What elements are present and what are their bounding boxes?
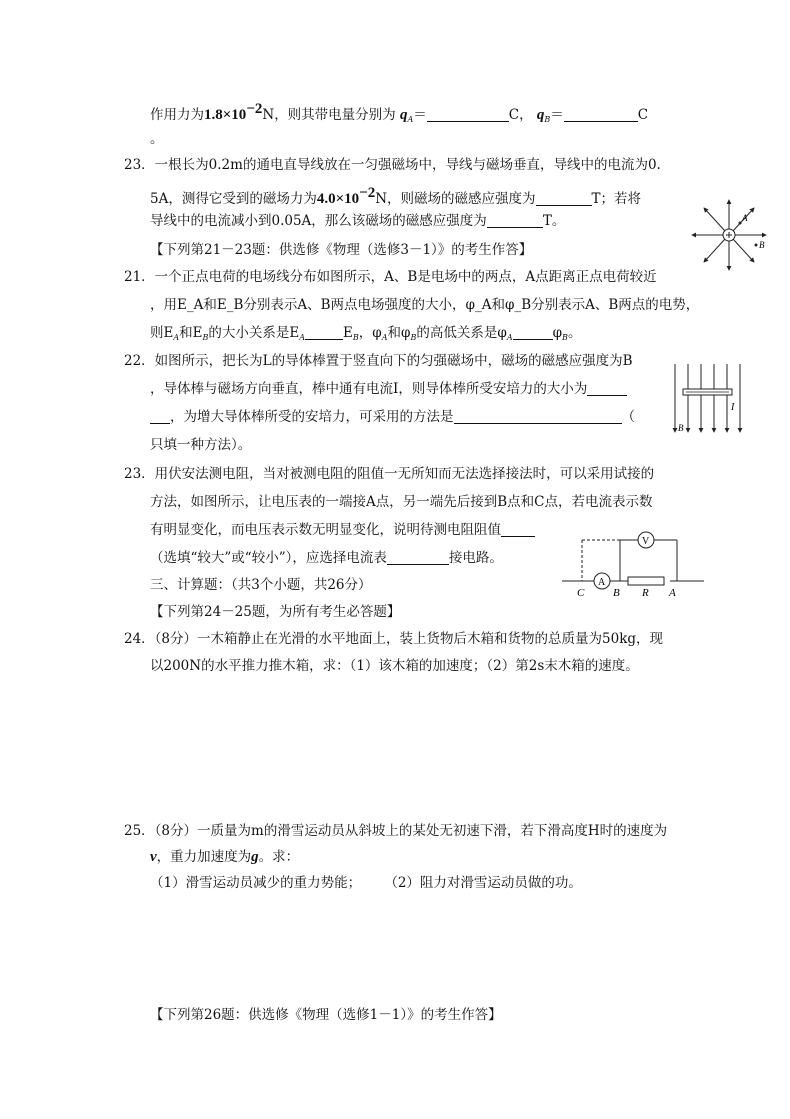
q21-line-3: 则$E_A$和$E_B$的大小关系是$E_A$ $E_B$，$\varphi_A$和$\varphi_B$的高低关系是$\varphi_A$ $\varphi_B$。 [150,325,582,342]
q22-line-3: ，为增大导体棒所受的安培力，可采用的方法是 （ [150,408,635,426]
answer-blank-q23a-1[interactable] [536,191,592,206]
answer-blank-q22-2[interactable] [454,409,622,424]
circuit-label-B: B [613,587,620,599]
circuit-label-V: V [642,536,650,547]
q21-line-1: 21．一个正点电荷的电场线分布如图所示，A、B是电场中的两点，A点距离正点电荷较近 [124,269,657,285]
q23a-line-2: 5A，测得它受到的磁场力为$4.0\times 10^{-2}N$，则磁场的磁感应强度为 T；若将 [150,185,642,207]
resistor-R [628,577,664,585]
q22-line-1: 22．如图所示，把长为L的导体棒置于竖直向下的匀强磁场中，磁场的磁感应强度为B [124,353,633,369]
magnetic-field-lines [675,364,740,432]
q24-line-2: 以200N的水平推力推木箱，求：（1）该木箱的加速度；（2）第2s末木箱的速度。 [150,658,639,674]
circuit-label-A-meter: A [598,577,606,588]
q23b-line-1: 23．用伏安法测电阻，当对被测电阻的阻值一无所知而无法选择接法时，可以采用试接的 [124,466,655,482]
answer-blank-q23a-2[interactable] [487,213,543,228]
conductor-bar-figure [663,362,745,436]
q21-line-2: ，用E_A和E_B分别表示A、B两点电场强度的大小，φ_A和φ_B分别表示A、B两点的电势， [150,297,700,313]
answer-blank-q22-1b[interactable] [150,409,170,424]
answer-blank-q21-2[interactable] [513,325,553,340]
q23a-line-1: 23．一根长为0.2m的通电直导线放在一匀强磁场中，导线与磁场垂直，导线中的电流为0. [124,157,661,173]
circuit-wires [562,540,704,581]
all-students-header: 【下列第24－25题，为所有考生必答题】 [150,604,401,620]
q25-line-3: （1）滑雪运动员减少的重力势能； （2）阻力对滑雪运动员做的功。 [150,875,582,891]
q23b-line-3: 有明显变化，而电压表示数无明显变化，说明待测电阻阻值 [150,521,535,539]
answer-blank-qB[interactable] [564,107,638,122]
q22-line-4: 只填一种方法）。 [150,437,252,453]
answer-blank-q22-1a[interactable] [587,381,627,396]
voltammetry-circuit-figure [560,526,706,602]
q24-line-1: 24．（8分）一木箱静止在光滑的水平地面上，装上货物后木箱和货物的总质量为50kg，现 [124,631,664,647]
bar-label-I: I [731,402,735,413]
answer-blank-qA[interactable] [427,107,509,122]
q22-line-2: ，导体棒与磁场方向垂直，棒中通有电流I，则导体棒所受安培力的大小为 [150,380,627,398]
point-charge-field-figure [684,196,774,274]
field-label-B: B [759,240,765,250]
carry-line-1: 作用力为$1.8\times 10^{-2}N$，则其带电量分别为 $q_A= C$， $q_B= C$ [150,101,649,124]
field-label-A: A [742,213,748,223]
answer-blank-q21-1[interactable] [305,325,343,340]
bar-label-B: B [678,423,684,433]
circuit-label-A-point: A [669,587,676,599]
answer-blank-q23b-1[interactable] [501,522,535,537]
elective-3-1-header: 【下列第21－23题：供选修《物理（选修3－1）》的考生作答】 [150,242,533,258]
circuit-label-R: R [642,587,649,599]
carry-line-2: 。 [150,131,164,147]
q23b-line-4: （选填“较大”或“较小”），应选择电流表 接电路。 [150,550,503,566]
q25-line-1: 25．（8分）一质量为m的滑雪运动员从斜坡上的某处无初速下滑，若下滑高度H时的速度为 [124,823,668,839]
answer-blank-q23b-2[interactable] [387,550,449,565]
section-3-heading: 三、计算题：（共3个小题，共26分） [150,577,372,593]
q23a-line-3: 导线中的电流减小到0.05A，那么该磁场的磁感应强度为 T。 [150,213,566,229]
q25-line-2: v，重力加速度为g。求： [150,849,300,865]
elective-1-1-header: 【下列第26题：供选修《物理（选修1－1）》的考生作答】 [150,1007,502,1023]
q23b-line-2: 方法，如图所示，让电压表的一端接A点，另一端先后接到B点和C点，若电流表示数 [150,494,653,510]
circuit-label-C: C [577,587,585,599]
point-B-dot [755,244,758,247]
